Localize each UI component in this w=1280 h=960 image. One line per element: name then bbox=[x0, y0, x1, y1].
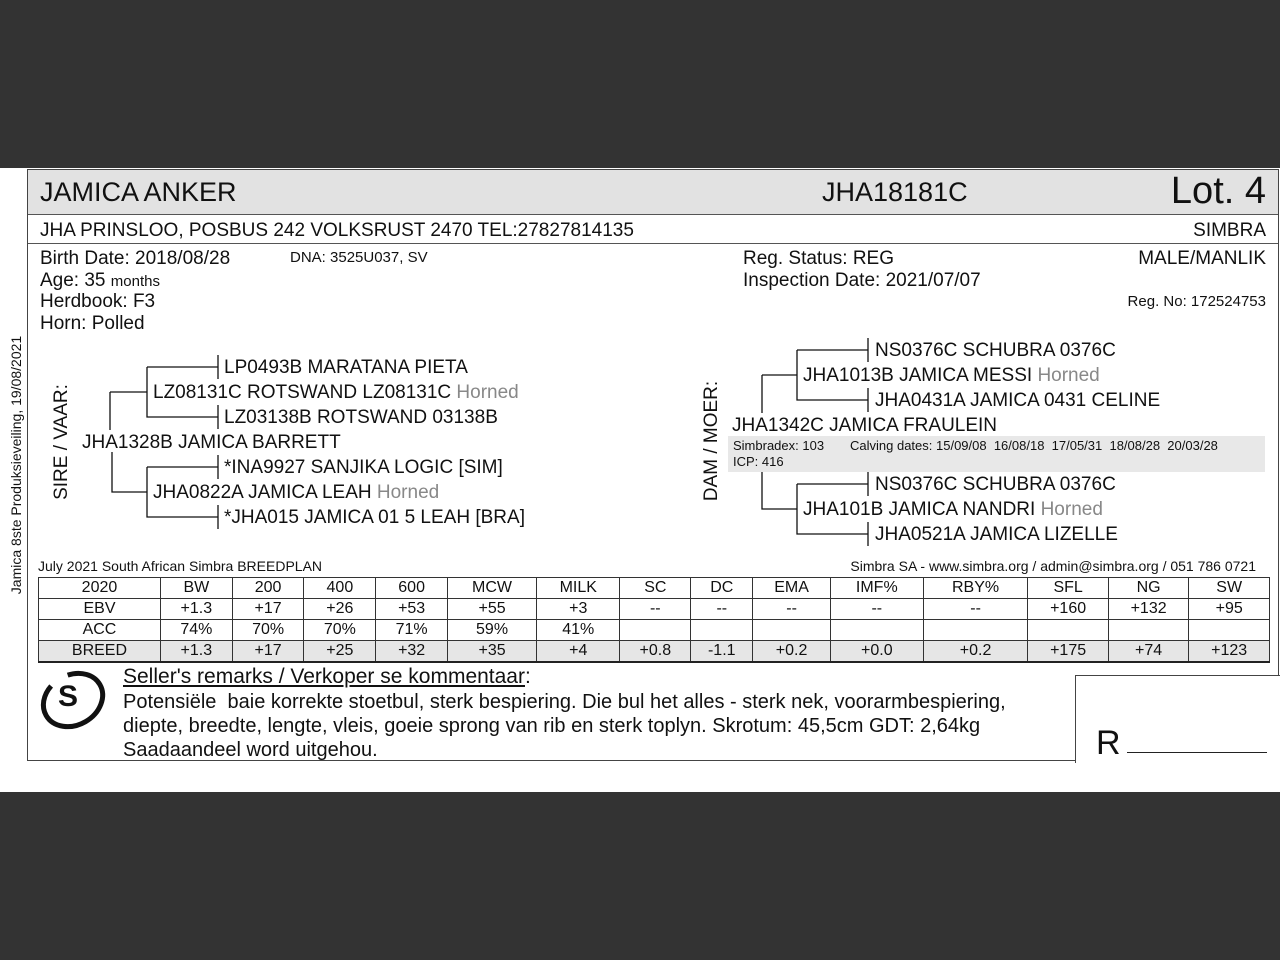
dam-simbradex: Simbradex: 103 bbox=[733, 438, 825, 453]
table-cell: +132 bbox=[1108, 599, 1189, 620]
price-input-line[interactable] bbox=[1127, 752, 1267, 753]
remarks-line-2: diepte, breedte, lengte, vleis, goeie sprong van rib en sterk toplyn. Skrotum: 45,5cm GDT: 2,64kg bbox=[123, 715, 981, 737]
table-cell: -- bbox=[923, 599, 1028, 620]
table-cell: SFL bbox=[1028, 578, 1109, 599]
table-cell: +4 bbox=[537, 641, 620, 663]
table-cell: 200 bbox=[232, 578, 304, 599]
table-cell: +123 bbox=[1189, 641, 1270, 663]
table-cell: EMA bbox=[753, 578, 831, 599]
dam-dam-dam: JHA0521A JAMICA LIZELLE bbox=[875, 524, 1118, 545]
table-cell: +175 bbox=[1028, 641, 1109, 663]
owner-contact: JHA PRINSLOO, POSBUS 242 VOLKSRUST 2470 TEL:27827814135 bbox=[40, 220, 634, 241]
dam-name: JHA1342C JAMICA FRAULEIN bbox=[732, 415, 998, 436]
table-cell: 71% bbox=[376, 620, 448, 641]
dam-icp: ICP: 416 bbox=[733, 454, 784, 469]
table-cell: +26 bbox=[304, 599, 376, 620]
age-unit: months bbox=[110, 273, 160, 290]
dam-dam-horn: Horned bbox=[1040, 499, 1103, 520]
dam-dam-name: JHA101B JAMICA NANDRI bbox=[803, 499, 1036, 520]
dam-sire-name: JHA1013B JAMICA MESSI bbox=[803, 365, 1033, 386]
reg-status: Reg. Status: REG bbox=[743, 248, 895, 269]
animal-name: JAMICA ANKER bbox=[40, 177, 237, 207]
table-cell: +0.8 bbox=[620, 641, 691, 663]
table-cell: +160 bbox=[1028, 599, 1109, 620]
table-cell: +95 bbox=[1189, 599, 1270, 620]
simbra-contact-caption: Simbra SA - www.simbra.org / admin@simbra.org / 051 786 0721 bbox=[850, 558, 1256, 574]
remarks-line-1: Potensiële baie korrekte stoetbul, sterk bespiering. Die bul het alles - sterk nek, voorarmbespiering, bbox=[123, 691, 1006, 713]
table-cell: BREED bbox=[39, 641, 161, 663]
table-cell: MILK bbox=[537, 578, 620, 599]
table-cell: 600 bbox=[376, 578, 448, 599]
table-cell: DC bbox=[691, 578, 753, 599]
table-cell: NG bbox=[1108, 578, 1189, 599]
table-cell: +0.2 bbox=[923, 641, 1028, 663]
price-prefix: R bbox=[1096, 724, 1121, 762]
sex: MALE/MANLIK bbox=[1138, 248, 1266, 269]
table-cell: 2020 bbox=[39, 578, 161, 599]
table-cell: 74% bbox=[160, 620, 232, 641]
table-cell: 70% bbox=[304, 620, 376, 641]
table-cell: +32 bbox=[376, 641, 448, 663]
sire-dam-dam: *JHA015 JAMICA 01 5 LEAH [BRA] bbox=[224, 507, 525, 528]
sire-dam-sire: *INA9927 SANJIKA LOGIC [SIM] bbox=[224, 457, 503, 478]
table-cell: BW bbox=[160, 578, 232, 599]
dam-calving-dates: Calving dates: 15/09/08 16/08/18 17/05/31 18/08/28 20/03/28 bbox=[850, 438, 1218, 453]
dna-info: DNA: 3525U037, SV bbox=[290, 249, 428, 266]
remarks-colon: : bbox=[524, 665, 531, 688]
lot-number: Lot. 4 bbox=[1170, 170, 1266, 212]
sire-dam-horn: Horned bbox=[376, 482, 440, 503]
sire-sire-name: LZ08131C ROTSWAND LZ08131C bbox=[153, 382, 452, 403]
dam-sire-dam: JHA0431A JAMICA 0431 CELINE bbox=[875, 390, 1161, 411]
animal-reg-code: JHA18181C bbox=[822, 177, 968, 207]
table-cell: -1.1 bbox=[691, 641, 753, 663]
horn-status: Horn: Polled bbox=[40, 313, 145, 334]
logo-letter: S bbox=[58, 680, 79, 713]
remarks-heading-line bbox=[123, 665, 531, 689]
table-cell: +74 bbox=[1108, 641, 1189, 663]
breedplan-caption: July 2021 South African Simbra BREEDPLAN bbox=[38, 558, 323, 574]
table-cell: +53 bbox=[376, 599, 448, 620]
dam-dam-sire: NS0376C SCHUBRA 0376C bbox=[875, 474, 1116, 495]
table-cell: 41% bbox=[537, 620, 620, 641]
dam-sire-sire: NS0376C SCHUBRA 0376C bbox=[875, 340, 1116, 361]
sire-dam-name: JHA0822A JAMICA LEAH bbox=[153, 482, 372, 503]
dam-label: DAM / MOER: bbox=[701, 380, 722, 502]
table-cell: +17 bbox=[232, 599, 304, 620]
table-cell: 70% bbox=[232, 620, 304, 641]
sire-sire-sire: LP0493B MARATANA PIETA bbox=[224, 357, 468, 378]
table-cell: -- bbox=[830, 599, 923, 620]
birth-date: Birth Date: 2018/08/28 bbox=[40, 248, 231, 269]
table-cell: +0.2 bbox=[753, 641, 831, 663]
table-cell: IMF% bbox=[830, 578, 923, 599]
table-cell: ACC bbox=[39, 620, 161, 641]
sire-label: SIRE / VAAR: bbox=[51, 384, 72, 500]
dam-sire-horn: Horned bbox=[1037, 365, 1100, 386]
table-cell: +3 bbox=[537, 599, 620, 620]
table-cell: MCW bbox=[448, 578, 537, 599]
inspection-date: Inspection Date: 2021/07/07 bbox=[743, 270, 981, 291]
table-cell: -- bbox=[620, 599, 691, 620]
table-cell: +17 bbox=[232, 641, 304, 663]
table-cell: SC bbox=[620, 578, 691, 599]
remarks-heading: Seller's remarks / Verkoper se kommentaar bbox=[123, 665, 525, 688]
table-cell: +1.3 bbox=[160, 641, 232, 663]
table-cell: +25 bbox=[304, 641, 376, 663]
side-caption: Jamica 8ste Produksieveiling, 19/08/2021 bbox=[8, 335, 24, 595]
reg-number: Reg. No: 172524753 bbox=[1127, 293, 1266, 310]
table-cell: RBY% bbox=[923, 578, 1028, 599]
table-cell: 400 bbox=[304, 578, 376, 599]
table-cell: SW bbox=[1189, 578, 1270, 599]
table-cell: 59% bbox=[448, 620, 537, 641]
table-cell: +35 bbox=[448, 641, 537, 663]
sire-sire-horn: Horned bbox=[456, 382, 519, 403]
table-cell: EBV bbox=[39, 599, 161, 620]
sire-sire-dam: LZ03138B ROTSWAND 03138B bbox=[224, 407, 498, 428]
table-cell: +1.3 bbox=[160, 599, 232, 620]
table-cell: +55 bbox=[448, 599, 537, 620]
table-cell: -- bbox=[691, 599, 753, 620]
table-cell: +0.0 bbox=[830, 641, 923, 663]
remarks-line-3: Saadaandeel word uitgehou. bbox=[123, 739, 378, 761]
table-cell: -- bbox=[753, 599, 831, 620]
herdbook: Herdbook: F3 bbox=[40, 291, 156, 312]
breed-label: SIMBRA bbox=[1193, 220, 1266, 241]
age-value: Age: 35 bbox=[40, 270, 106, 291]
sire-name: JHA1328B JAMICA BARRETT bbox=[82, 432, 341, 453]
